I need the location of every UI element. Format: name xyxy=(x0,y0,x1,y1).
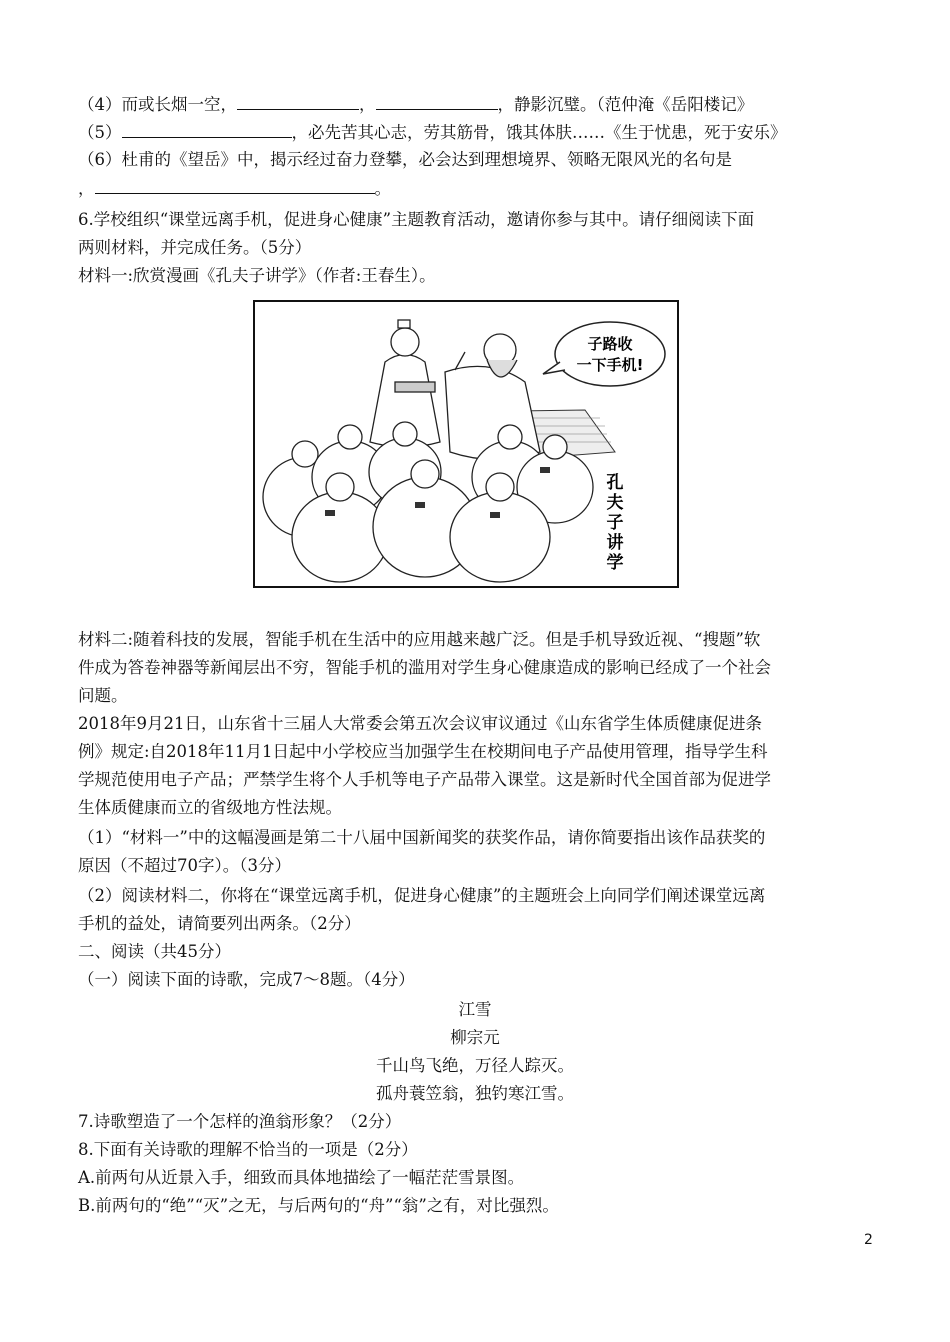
task-2-line1: （2）阅读材料二，你将在“课堂远离手机，促进身心健康”的主题班会上向同学们阐述课堂远离 xyxy=(78,886,766,905)
cartoon-title-char: 孔 xyxy=(606,473,624,493)
speech-text-2: 一下手机! xyxy=(576,356,644,374)
poem-line-1: 千山鸟飞绝，万径人踪灭。 xyxy=(376,1056,574,1075)
cartoon-title-char: 学 xyxy=(606,553,624,573)
cartoon-title-char: 讲 xyxy=(606,533,624,553)
material-2-line2: 件成为答卷神器等新闻层出不穷，智能手机的滥用对学生身心健康造成的影响已经成了一个社会 xyxy=(78,658,771,677)
line-q5-6b: ， 。 xyxy=(78,176,391,201)
line-q5-6a: （6）杜甫的《望岳》中，揭示经过奋力登攀，必会达到理想境界、领略无限风光的名句是 xyxy=(78,150,732,169)
answer-blank[interactable] xyxy=(95,176,375,194)
material-2-line6: 学规范使用电子产品；严禁学生将个人手机等电子产品带入课堂。这是新时代全国首部为促进学 xyxy=(78,770,771,789)
speech-bubble xyxy=(555,322,665,386)
question-8: 8.下面有关诗歌的理解不恰当的一项是（2分） xyxy=(78,1140,418,1159)
answer-blank[interactable] xyxy=(122,120,292,138)
speech-text-1: 子路收 xyxy=(587,335,633,353)
question-8-option-b: B.前两句的“绝”“灭”之无，与后两句的“舟”“翁”之有，对比强烈。 xyxy=(78,1196,559,1215)
poem-author: 柳宗元 xyxy=(450,1028,500,1047)
poem-title: 江雪 xyxy=(458,1000,492,1019)
task-1-line2: 原因（不超过70字）。（3分） xyxy=(78,856,291,875)
subsection-1-heading: （一）阅读下面的诗歌，完成7～8题。（4分） xyxy=(78,970,415,989)
material-2-line1: 材料二:随着科技的发展，智能手机在生活中的应用越来越广泛。但是手机导致近视、“搜题”软 xyxy=(78,630,761,649)
line-q5-5: （5） ，必先苦其心志，劳其筋骨，饿其体肤……《生于忧患，死于安乐》 xyxy=(78,120,787,145)
poem-line-2: 孤舟蓑笠翁，独钓寒江雪。 xyxy=(376,1084,574,1103)
line-q5-4: （4）而或长烟一空， ， ，静影沉璧。（范仲淹《岳阳楼记》 xyxy=(78,92,753,117)
task-2-line2: 手机的益处，请简要列出两条。（2分） xyxy=(78,914,361,933)
section-2-heading: 二、阅读（共45分） xyxy=(78,942,231,961)
cartoon-image xyxy=(253,300,679,588)
material-2-line7: 生体质健康而立的省级地方性法规。 xyxy=(78,798,342,817)
question-8-option-a: A.前两句从近景入手，细致而具体地描绘了一幅茫茫雪景图。 xyxy=(78,1168,525,1187)
material-1-label: 材料一:欣赏漫画《孔夫子讲学》（作者:王春生）。 xyxy=(78,266,436,285)
question-7: 7.诗歌塑造了一个怎样的渔翁形象？（2分） xyxy=(78,1112,402,1131)
task-1-line1: （1）“材料一”中的这幅漫画是第二十八届中国新闻奖的获奖作品，请你简要指出该作品获奖的 xyxy=(78,828,766,847)
material-2-line3: 问题。 xyxy=(78,686,128,705)
cartoon-title-char: 夫 xyxy=(606,493,624,513)
cartoon-drawing xyxy=(255,302,677,586)
answer-blank[interactable] xyxy=(376,92,498,110)
material-2-line5: 例》规定:自2018年11月1日起中小学校应当加强学生在校期间电子产品使用管理，指导学生科 xyxy=(78,742,768,761)
question-6-line1: 6.学校组织“课堂远离手机，促进身心健康”主题教育活动，邀请你参与其中。请仔细阅读下面 xyxy=(78,210,755,229)
question-6-line2: 两则材料，并完成任务。（5分） xyxy=(78,238,312,257)
cartoon-title-char: 子 xyxy=(606,513,624,533)
material-2-line4: 2018年9月21日，山东省十三届人大常委会第五次会议审议通过《山东省学生体质健康促进条 xyxy=(78,714,762,733)
answer-blank[interactable] xyxy=(237,92,359,110)
page-number: 2 xyxy=(864,1232,873,1248)
